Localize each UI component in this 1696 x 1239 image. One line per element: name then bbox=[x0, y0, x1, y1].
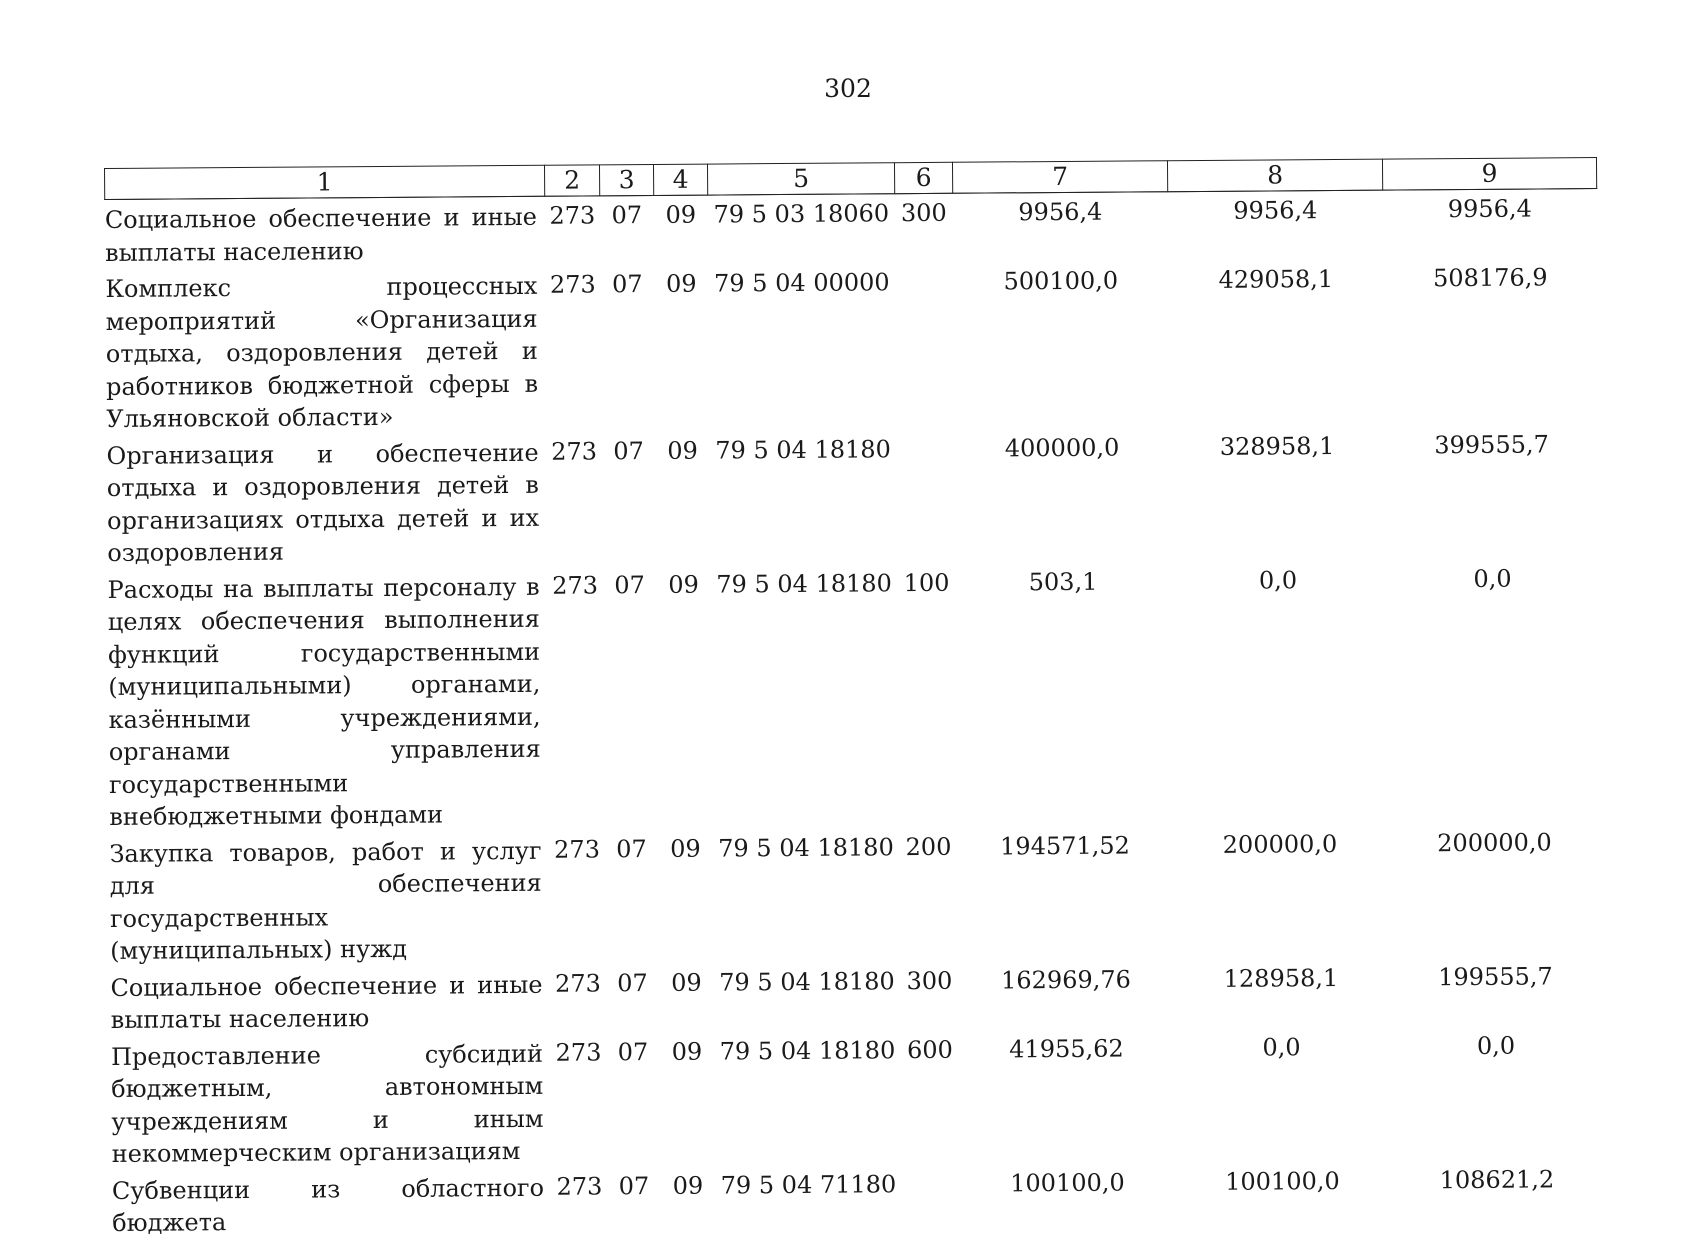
cell-value-col9: 508176,9 bbox=[1432, 263, 1548, 293]
cell-ministry: 273 bbox=[555, 1037, 602, 1067]
header-col-8: 8 bbox=[1167, 159, 1382, 192]
cell-target-article: 79 5 04 18180 bbox=[719, 1035, 896, 1066]
cell-value-col7: 503,1 bbox=[1028, 567, 1098, 596]
cell-target-article: 79 5 03 18060 bbox=[713, 199, 890, 229]
table-row bbox=[105, 189, 1597, 269]
cell-section: 07 bbox=[611, 270, 643, 299]
cell-value-col8: 429058,1 bbox=[1218, 264, 1334, 294]
row-name: Социальное обеспечение и иные выплаты населению bbox=[110, 970, 543, 1034]
cell-expense-type: 600 bbox=[906, 1035, 953, 1064]
row-name: Субвенции из областного бюджета bbox=[111, 1173, 545, 1237]
cell-section: 07 bbox=[616, 834, 647, 863]
cell-value-col8: 100100,0 bbox=[1225, 1166, 1340, 1196]
page-number: 302 bbox=[824, 74, 872, 103]
header-col-2: 2 bbox=[544, 165, 599, 196]
cell-subsection: 09 bbox=[665, 269, 697, 298]
cell-target-article: 79 5 04 00000 bbox=[713, 268, 890, 298]
cell-value-col9: 200000,0 bbox=[1437, 827, 1552, 857]
cell-expense-type bbox=[895, 263, 954, 430]
cell-expense-type: 100 bbox=[903, 568, 950, 597]
cell-value-col7: 162969,76 bbox=[1000, 964, 1131, 994]
header-col-3: 3 bbox=[599, 164, 653, 195]
cell-value-col8: 200000,0 bbox=[1222, 829, 1338, 859]
cell-subsection: 09 bbox=[668, 570, 699, 599]
row-name: Расходы на выплаты персоналу в целях обеспечения выполнения функций государственными (муниципальными) органами, казёнными учреждениями, органами управления государственными внебюджетными фондами bbox=[107, 572, 541, 831]
row-name: Закупка товаров, работ и услуг для обеспечения государственных (муниципальных) нужд bbox=[109, 836, 542, 965]
cell-subsection: 09 bbox=[671, 1037, 703, 1066]
cell-ministry: 273 bbox=[551, 436, 598, 466]
cell-ministry: 273 bbox=[552, 570, 599, 600]
budget-table bbox=[104, 157, 1605, 1239]
cell-value-col9: 199555,7 bbox=[1438, 961, 1553, 991]
header-col-6: 6 bbox=[894, 162, 952, 193]
cell-ministry: 273 bbox=[556, 1171, 603, 1201]
cell-ministry: 273 bbox=[549, 201, 596, 230]
cell-expense-type: 300 bbox=[900, 198, 947, 228]
table-row bbox=[111, 1026, 1604, 1171]
cell-subsection: 09 bbox=[671, 968, 702, 997]
cell-value-col8: 128958,1 bbox=[1223, 963, 1339, 993]
cell-section: 07 bbox=[617, 1037, 649, 1066]
cell-value-col9: 0,0 bbox=[1476, 1031, 1516, 1060]
row-name: Организация и обеспечение отдыха и оздоровления детей в организациях отдыха детей и их оздоровления bbox=[106, 438, 540, 567]
cell-subsection: 09 bbox=[665, 200, 697, 229]
cell-subsection: 09 bbox=[672, 1171, 704, 1200]
cell-value-col7: 500100,0 bbox=[1003, 266, 1119, 296]
cell-value-col7: 9956,4 bbox=[1018, 197, 1103, 227]
budget-table-wrapper bbox=[104, 157, 1604, 1239]
header-col-4: 4 bbox=[653, 164, 707, 195]
cell-section: 07 bbox=[614, 570, 645, 599]
cell-expense-type: 300 bbox=[906, 966, 953, 995]
cell-value-col9: 399555,7 bbox=[1434, 429, 1549, 459]
table-row bbox=[107, 559, 1601, 834]
cell-section: 07 bbox=[613, 436, 644, 465]
cell-section: 07 bbox=[611, 201, 643, 230]
cell-expense-type bbox=[902, 1164, 961, 1233]
cell-value-col7: 400000,0 bbox=[1004, 433, 1120, 462]
cell-ministry: 273 bbox=[549, 270, 596, 299]
header-col-1: 1 bbox=[105, 165, 545, 199]
table-row bbox=[110, 957, 1602, 1037]
cell-subsection: 09 bbox=[670, 834, 701, 863]
table-row bbox=[109, 823, 1602, 968]
row-name: Предоставление субсидий бюджетным, автономным учреждениям и иным некоммерческим организациям bbox=[110, 1039, 544, 1168]
cell-ministry: 273 bbox=[554, 968, 601, 998]
row-name: Социальное обеспечение и иные выплаты населению bbox=[104, 202, 537, 267]
cell-value-col8: 9956,4 bbox=[1233, 196, 1318, 225]
header-col-5: 5 bbox=[707, 163, 894, 195]
cell-target-article: 79 5 04 18180 bbox=[718, 832, 894, 863]
cell-value-col8: 328958,1 bbox=[1219, 431, 1335, 461]
cell-target-article: 79 5 04 18180 bbox=[715, 434, 891, 465]
cell-value-col8: 0,0 bbox=[1262, 1032, 1301, 1062]
cell-expense-type bbox=[896, 429, 955, 563]
cell-target-article: 79 5 04 18180 bbox=[716, 568, 892, 599]
cell-ministry: 273 bbox=[553, 834, 601, 864]
cell-section: 07 bbox=[618, 1171, 650, 1200]
table-row bbox=[105, 258, 1598, 435]
header-col-9: 9 bbox=[1382, 158, 1596, 191]
cell-value-col9: 108621,2 bbox=[1439, 1164, 1555, 1194]
table-row bbox=[106, 425, 1599, 570]
row-name: Комплекс процессных мероприятий «Организация отдыха, оздоровления детей и работников бюджетной сферы в Ульяновской области» bbox=[105, 271, 539, 433]
cell-value-col7: 100100,0 bbox=[1010, 1168, 1125, 1197]
cell-value-col9: 9956,4 bbox=[1447, 194, 1532, 224]
cell-value-col8: 0,0 bbox=[1258, 565, 1298, 595]
header-col-7: 7 bbox=[952, 161, 1167, 194]
cell-subsection: 09 bbox=[667, 436, 698, 465]
table-row bbox=[112, 1160, 1604, 1239]
cell-value-col7: 41955,62 bbox=[1009, 1034, 1124, 1063]
cell-expense-type: 200 bbox=[905, 832, 952, 861]
cell-value-col9: 0,0 bbox=[1473, 564, 1512, 593]
cell-section: 07 bbox=[617, 968, 648, 997]
cell-target-article: 79 5 04 18180 bbox=[719, 966, 895, 997]
cell-target-article: 79 5 04 71180 bbox=[720, 1169, 897, 1200]
cell-value-col7: 194571,52 bbox=[999, 830, 1130, 860]
